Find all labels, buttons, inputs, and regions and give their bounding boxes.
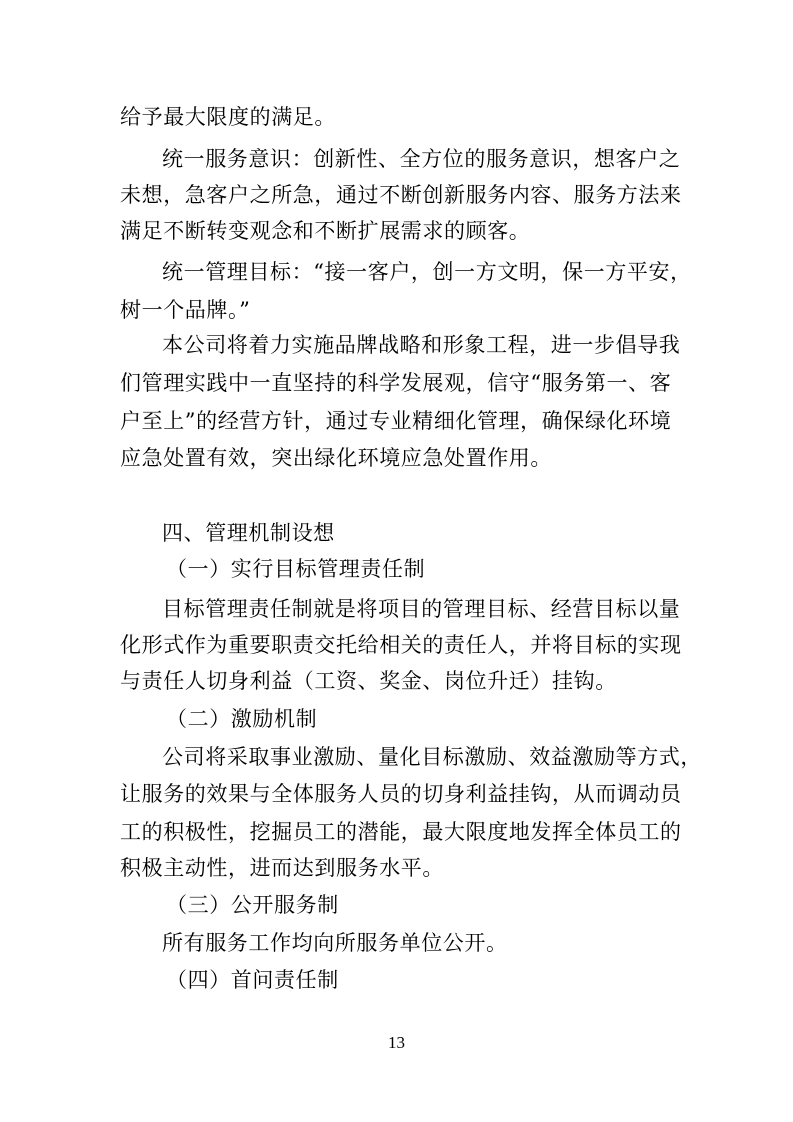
text-line-14: 化形式作为重要职责交托给相关的责任人，并将目标的实现 (120, 633, 682, 657)
text-line-13: 目标管理责任制就是将项目的管理目标、经营目标以量 (162, 597, 681, 621)
text-line-6: 树一个品牌。” (120, 298, 251, 322)
text-line-1: 给予最大限度的满足。 (120, 105, 336, 129)
text-line-5: 统一管理目标：“接一客户，创一方文明，保一方平安， (162, 260, 692, 284)
subsection-heading-4: （四）首问责任制 (166, 968, 339, 992)
page-number: 13 (388, 1033, 405, 1052)
subsection-heading-3: （三）公开服务制 (166, 893, 339, 917)
text-line-15: 与责任人切身利益（工资、奖金、岗位升迁）挂钩。 (120, 669, 617, 693)
text-line-17: 公司将采取事业激励、量化目标激励、效益激励等方式， (162, 745, 702, 769)
text-line-2: 统一服务意识：创新性、全方位的服务意识，想客户之 (162, 147, 681, 171)
section-heading: 四、管理机制设想 (162, 521, 335, 545)
text-line-10: 应急处置有效，突出绿化环境应急处置作用。 (120, 446, 552, 470)
text-line-22: 所有服务工作均向所服务单位公开。 (162, 931, 508, 955)
text-line-8: 们管理实践中一直坚持的科学发展观，信守“服务第一、客 (120, 371, 672, 395)
text-line-4: 满足不断转变观念和不断扩展需求的顾客。 (120, 219, 531, 243)
text-line-18: 让服务的效果与全体服务人员的切身利益挂钩，从而调动员 (120, 782, 682, 806)
text-line-19: 工的积极性，挖掘员工的潜能，最大限度地发挥全体员工的 (120, 820, 682, 844)
text-line-20: 积极主动性，进而达到服务水平。 (120, 856, 444, 880)
text-line-9: 户至上”的经营方针，通过专业精细化管理，确保绿化环境 (120, 409, 672, 433)
subsection-heading-2: （二）激励机制 (166, 707, 318, 731)
text-line-7: 本公司将着力实施品牌战略和形象工程，进一步倡导我 (162, 333, 681, 357)
text-line-3: 未想，急客户之所急，通过不断创新服务内容、服务方法来 (120, 183, 682, 207)
subsection-heading-1: （一）实行目标管理责任制 (166, 557, 426, 581)
